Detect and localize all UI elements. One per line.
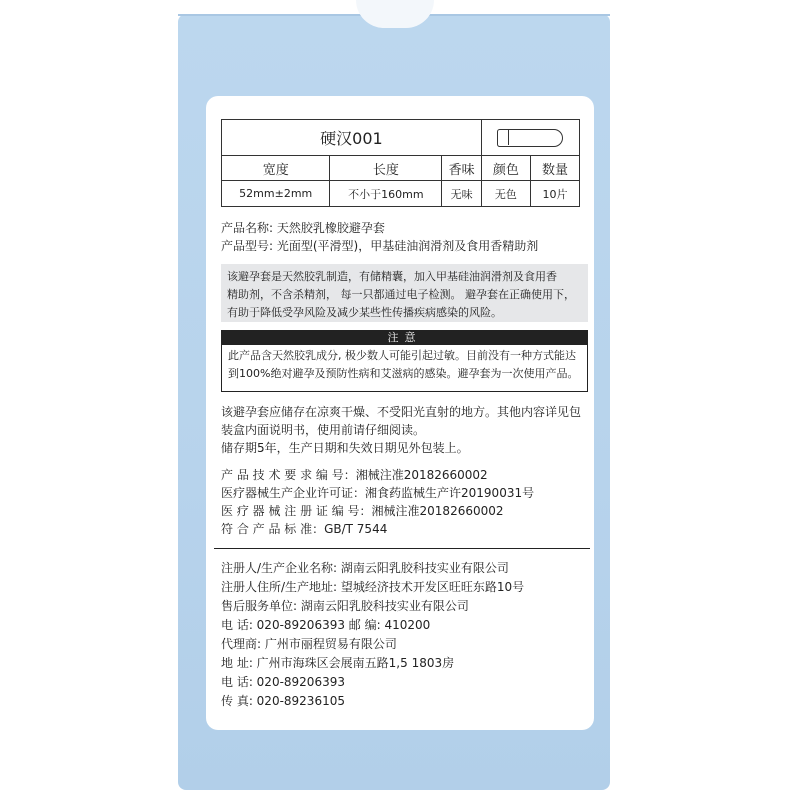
product-name-line: 产品名称: 天然胶乳橡胶避孕套 <box>221 221 385 235</box>
spec-value: 无味 <box>442 181 482 207</box>
spec-header: 数量 <box>530 156 579 181</box>
spec-value: 不小于160mm <box>330 181 442 207</box>
spec-header: 长度 <box>330 156 442 181</box>
registration-value: 湘食药监械生产许20190031号 <box>365 486 535 500</box>
spec-header: 颜色 <box>481 156 530 181</box>
registration-label: 医疗器械生产企业许可证： <box>221 486 366 500</box>
product-model-name: 硬汉001 <box>222 120 482 156</box>
registration-label: 符 合 产 品 标 准： <box>221 522 325 536</box>
company-line: 注册人住所/生产地址: 望城经济技术开发区旺旺东路10号 <box>221 580 525 594</box>
notice-text <box>222 345 587 385</box>
spec-value: 无色 <box>481 181 530 207</box>
section-divider <box>214 548 590 549</box>
company-line: 电 话: 020-89206393 邮 编: 410200 <box>221 618 431 632</box>
description-line: 精助剂，不含杀精剂， 每一只都通过电子检测。 避孕套在正确使用下， <box>227 288 575 301</box>
registration-value: 湘械注准20182660002 <box>371 504 504 518</box>
description-line: 有助于降低受孕风险及减少某些性传播疾病感染的风险。 <box>227 306 502 319</box>
notice-box <box>221 330 588 392</box>
company-line: 地 址: 广州市海珠区会展南五路1,5 1803房 <box>221 656 455 670</box>
registration-value: GB/T 7544 <box>324 522 388 536</box>
notice-title: 注意 <box>222 331 587 345</box>
spec-header: 香味 <box>442 156 482 181</box>
registration-label: 产 品 技 术 要 求 编 号： <box>221 468 356 482</box>
storage-line: 该避孕套应储存在凉爽干燥、不受阳光直射的地方。其他内容详见包 <box>221 405 582 419</box>
registration-row <box>221 467 488 483</box>
storage-line: 储存期5年，生产日期和失效日期见外包装上。 <box>221 441 469 455</box>
condom-icon <box>497 129 563 147</box>
company-line: 传 真: 020-89236105 <box>221 694 345 708</box>
registration-row <box>221 521 387 537</box>
company-line: 售后服务单位: 湖南云阳乳胶科技实业有限公司 <box>221 599 469 613</box>
registration-value: 湘械注准20182660002 <box>355 468 488 482</box>
description-panel <box>221 264 588 322</box>
condom-icon-cell <box>481 120 579 156</box>
spec-value: 10片 <box>530 181 579 207</box>
description-line: 该避孕套是天然胶乳制造，有储精囊，加入甲基硅油润滑剂及食用香 <box>227 270 557 283</box>
registration-row <box>221 485 534 501</box>
registration-row <box>221 503 504 519</box>
registration-label: 医 疗 器 械 注 册 证 编 号： <box>221 504 372 518</box>
spec-header: 宽度 <box>222 156 330 181</box>
company-line: 代理商: 广州市丽程贸易有限公司 <box>221 637 397 651</box>
spec-table <box>221 119 580 207</box>
notice-line: 此产品含天然胶乳成分, 极少数人可能引起过敏。目前没有一种方式能达 <box>228 349 576 362</box>
notice-line: 到100%绝对避孕及预防性病和艾滋病的感染。避孕套为一次使用产品。 <box>228 367 579 380</box>
company-line: 注册人/生产企业名称: 湖南云阳乳胶科技实业有限公司 <box>221 561 509 575</box>
storage-line: 装盒内面说明书，使用前请仔细阅读。 <box>221 423 426 437</box>
company-line: 电 话: 020-89206393 <box>221 675 345 689</box>
spec-value: 52mm±2mm <box>222 181 330 207</box>
product-model-line: 产品型号: 光面型(平滑型)，甲基硅油润滑剂及食用香精助剂 <box>221 239 539 253</box>
